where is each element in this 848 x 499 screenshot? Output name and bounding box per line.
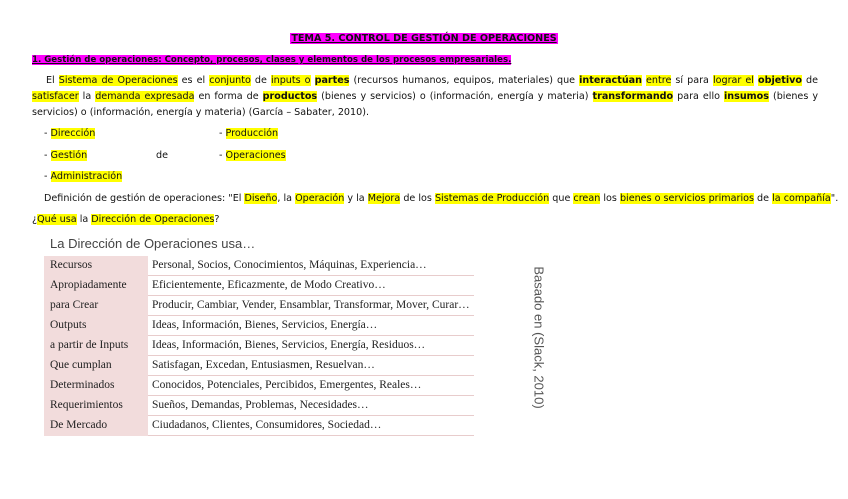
table-row	[44, 276, 474, 296]
row-value: Satisfagan, Excedan, Entusiasmen, Resuelvan…	[152, 359, 375, 371]
table-row	[44, 256, 474, 276]
row-label: Outputs	[50, 319, 87, 331]
row-label: De Mercado	[50, 419, 108, 431]
row-label: a partir de Inputs	[50, 339, 129, 351]
table-row	[44, 416, 474, 436]
list-item-direccion: - Dirección	[44, 128, 96, 139]
source-note: Basado en (Slack, 2010)	[531, 266, 547, 409]
row-value: Ciudadanos, Clientes, Consumidores, Sociedad…	[152, 419, 382, 431]
definition-paragraph: El Sistema de Operaciones es el conjunto de inputs o partes (recursos humanos, equipos, materiales) que interactúan entre sí para lograr el objetivo de satisfacer la demanda expresada en forma de productos (bienes y servicios) o (información, energía y materia) transformando para ello insumos (bienes y servicios) o (información, energía y materia) (García – Sabater, 2010).	[32, 75, 819, 118]
table-row	[44, 316, 474, 336]
row-label: Que cumplan	[50, 359, 112, 371]
list-item-produccion: - Producción	[219, 128, 279, 139]
list-connector-de: de	[156, 150, 168, 161]
row-value: Personal, Socios, Conocimientos, Máquinas, Experiencia…	[152, 259, 427, 271]
row-label: Recursos	[50, 259, 93, 271]
table-row	[44, 356, 474, 376]
table-row	[44, 296, 474, 316]
row-value: Ideas, Información, Bienes, Servicios, Energía…	[152, 319, 378, 331]
document-title: TEMA 5. CONTROL DE GESTIÓN DE OPERACIONES	[291, 33, 557, 44]
row-value: Producir, Cambiar, Vender, Ensamblar, Transformar, Mover, Curar…	[152, 299, 470, 311]
table-row	[44, 396, 474, 416]
table-row	[44, 336, 474, 356]
image-title: La Dirección de Operaciones usa…	[50, 236, 256, 251]
list-item-administracion: - Administración	[44, 171, 123, 182]
row-label: Apropiadamente	[50, 279, 127, 291]
question-line: ¿Qué usa la Dirección de Operaciones?	[32, 214, 220, 225]
row-value: Eficientemente, Eficazmente, de Modo Creativo…	[152, 279, 386, 291]
list-item-gestion: - Gestión	[44, 150, 88, 161]
table-row	[44, 376, 474, 396]
list-item-operaciones: - Operaciones	[219, 150, 286, 161]
section-heading: 1. Gestión de operaciones: Concepto, procesos, clases y elementos de los procesos empresariales.	[32, 55, 512, 65]
row-value: Ideas, Información, Bienes, Servicios, Energía, Residuos…	[152, 339, 426, 351]
row-label: para Crear	[50, 299, 99, 311]
operations-table-image	[44, 232, 547, 440]
row-label: Determinados	[50, 379, 115, 391]
row-divider	[148, 435, 474, 436]
row-label: Requerimientos	[50, 399, 123, 411]
row-value: Conocidos, Potenciales, Percibidos, Emergentes, Reales…	[152, 379, 422, 391]
row-value: Sueños, Demandas, Problemas, Necesidades…	[152, 399, 369, 411]
operations-definition: Definición de gestión de operaciones: "El Diseño, la Operación y la Mejora de los Sistemas de Producción que crean los bienes o servicios primarios de la compañía".	[44, 193, 839, 204]
